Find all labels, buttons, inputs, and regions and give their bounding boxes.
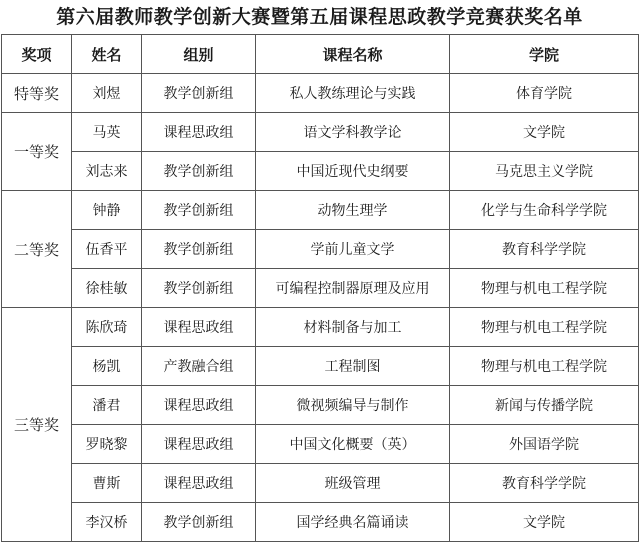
header-course: 课程名称 — [256, 35, 450, 74]
table-row — [2, 425, 639, 464]
cell-group: 教学创新组 — [142, 152, 256, 191]
cell-name: 陈欣琦 — [72, 308, 142, 347]
award-table — [1, 34, 639, 542]
table-row — [2, 386, 639, 425]
cell-college: 外国语学院 — [450, 425, 639, 464]
cell-college: 马克思主义学院 — [450, 152, 639, 191]
table-row — [2, 230, 639, 269]
table-row — [2, 269, 639, 308]
table-row — [2, 308, 639, 347]
cell-name: 李汉桥 — [72, 503, 142, 542]
cell-college: 物理与机电工程学院 — [450, 269, 639, 308]
table-row — [2, 152, 639, 191]
cell-college: 体育学院 — [450, 74, 639, 113]
cell-name: 刘志来 — [72, 152, 142, 191]
cell-college: 物理与机电工程学院 — [450, 347, 639, 386]
header-college: 学院 — [450, 35, 639, 74]
cell-course: 工程制图 — [256, 347, 450, 386]
cell-course: 材料制备与加工 — [256, 308, 450, 347]
cell-course: 私人教练理论与实践 — [256, 74, 450, 113]
award-third: 三等奖 — [2, 308, 72, 542]
table-header-row — [2, 35, 639, 74]
award-first: 一等奖 — [2, 113, 72, 191]
cell-name: 马英 — [72, 113, 142, 152]
cell-course: 学前儿童文学 — [256, 230, 450, 269]
cell-group: 教学创新组 — [142, 269, 256, 308]
cell-college: 新闻与传播学院 — [450, 386, 639, 425]
cell-course: 国学经典名篇诵读 — [256, 503, 450, 542]
cell-name: 刘煜 — [72, 74, 142, 113]
cell-group: 教学创新组 — [142, 74, 256, 113]
cell-college: 化学与生命科学学院 — [450, 191, 639, 230]
table-row — [2, 113, 639, 152]
cell-name: 潘君 — [72, 386, 142, 425]
cell-college: 教育科学学院 — [450, 464, 639, 503]
header-group: 组别 — [142, 35, 256, 74]
page-title: 第六届教师教学创新大赛暨第五届课程思政教学竞赛获奖名单 — [56, 6, 583, 28]
cell-name: 曹斯 — [72, 464, 142, 503]
cell-course: 动物生理学 — [256, 191, 450, 230]
table-row — [2, 503, 639, 542]
cell-group: 课程思政组 — [142, 425, 256, 464]
award-second: 二等奖 — [2, 191, 72, 308]
table-row — [2, 347, 639, 386]
cell-group: 教学创新组 — [142, 191, 256, 230]
cell-name: 罗晓黎 — [72, 425, 142, 464]
cell-college: 教育科学学院 — [450, 230, 639, 269]
cell-group: 教学创新组 — [142, 503, 256, 542]
header-name: 姓名 — [72, 35, 142, 74]
header-award: 奖项 — [2, 35, 72, 74]
cell-group: 课程思政组 — [142, 464, 256, 503]
cell-course: 可编程控制器原理及应用 — [256, 269, 450, 308]
cell-group: 产教融合组 — [142, 347, 256, 386]
cell-course: 中国文化概要（英） — [256, 425, 450, 464]
cell-course: 语文学科教学论 — [256, 113, 450, 152]
table-row — [2, 191, 639, 230]
table-row — [2, 74, 639, 113]
cell-group: 课程思政组 — [142, 113, 256, 152]
table-row — [2, 464, 639, 503]
cell-name: 徐桂敏 — [72, 269, 142, 308]
cell-course: 中国近现代史纲要 — [256, 152, 450, 191]
cell-group: 教学创新组 — [142, 230, 256, 269]
cell-course: 班级管理 — [256, 464, 450, 503]
cell-name: 杨凯 — [72, 347, 142, 386]
cell-group: 课程思政组 — [142, 386, 256, 425]
award-special: 特等奖 — [2, 74, 72, 113]
cell-group: 课程思政组 — [142, 308, 256, 347]
cell-name: 伍香平 — [72, 230, 142, 269]
cell-college: 文学院 — [450, 113, 639, 152]
cell-college: 物理与机电工程学院 — [450, 308, 639, 347]
cell-course: 微视频编导与制作 — [256, 386, 450, 425]
cell-name: 钟静 — [72, 191, 142, 230]
cell-college: 文学院 — [450, 503, 639, 542]
